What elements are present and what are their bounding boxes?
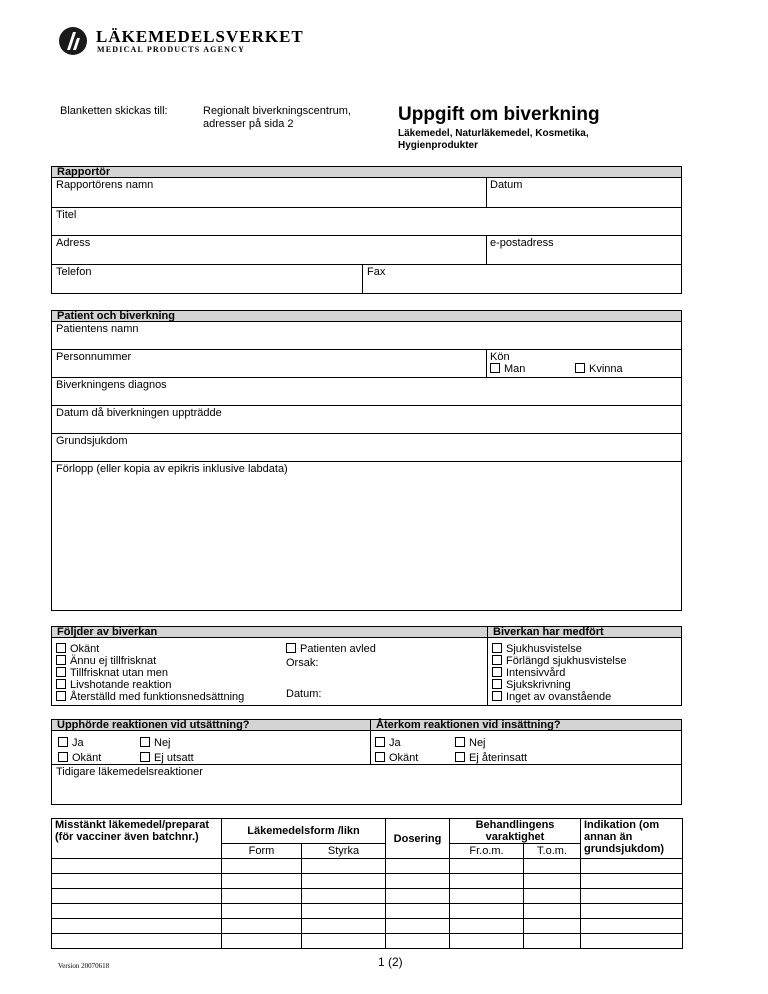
agency-name: LÄKEMEDELSVERKET: [96, 27, 304, 46]
sent-to-label: Blanketten skickas till:: [60, 105, 168, 117]
rechallenge-no-checkbox[interactable]: [455, 737, 465, 747]
previous-reactions-field[interactable]: Tidigare läkemedelsreaktioner: [56, 766, 203, 778]
page-number: 1 (2): [378, 955, 403, 969]
course-row: [52, 462, 681, 610]
occurred-date-row: [52, 406, 681, 434]
reporter-fax-field[interactable]: Fax: [367, 266, 386, 278]
occurred-date-field[interactable]: Datum då biverkningen uppträdde: [56, 407, 222, 419]
consequence-recovered[interactable]: Tillfrisknat utan men: [56, 667, 168, 679]
strength-subheader: Styrka: [302, 844, 386, 859]
reporter-title-row: [52, 208, 681, 236]
rechallenge-header: Återkom reaktionen vid insättning?: [371, 720, 681, 731]
reporter-date-field[interactable]: Datum: [490, 179, 523, 191]
reporter-title-field[interactable]: Titel: [56, 209, 77, 221]
consequence-not-recovered[interactable]: Ännu ej tillfrisknat: [56, 655, 156, 667]
consequence-unknown[interactable]: Okänt: [56, 643, 99, 655]
reporter-address-field[interactable]: Adress: [56, 237, 91, 249]
gender-female-option[interactable]: Kvinna: [575, 363, 623, 375]
patient-section: [51, 310, 682, 611]
consequence-recovered-with-impairment[interactable]: Återställd med funktionsnedsättning: [56, 691, 244, 703]
resulted-header: Biverkan har medfört: [488, 627, 681, 638]
table-row[interactable]: [52, 904, 683, 919]
diagnosis-field[interactable]: Biverkningens diagnos: [56, 379, 167, 391]
gender-male-checkbox[interactable]: [490, 363, 500, 373]
diagnosis-row: [52, 378, 681, 406]
table-row[interactable]: [52, 859, 683, 874]
resulted-sick-leave-checkbox[interactable]: [492, 679, 502, 689]
reporter-name-field[interactable]: Rapportörens namn: [56, 179, 154, 191]
rechallenge-unknown[interactable]: Okänt: [375, 752, 418, 764]
dechallenge-unknown[interactable]: Okänt: [58, 752, 101, 764]
course-field[interactable]: Förlopp (eller kopia av epikris inklusive labdata): [56, 463, 288, 475]
gender-label: Kön: [490, 351, 510, 363]
resulted-hospitalization[interactable]: Sjukhusvistelse: [492, 643, 582, 655]
form-subheader: Form: [222, 844, 302, 859]
consequence-unknown-checkbox[interactable]: [56, 643, 66, 653]
dosage-form-header: Läkemedelsform /likn: [222, 819, 386, 844]
suspected-drug-header: Misstänkt läkemedel/preparat (för vacciner även batchnr.): [52, 819, 222, 859]
dechallenge-no[interactable]: Nej: [140, 737, 171, 749]
consequence-death[interactable]: Patienten avled: [286, 643, 376, 655]
challenge-section: [51, 719, 682, 805]
patient-header: Patient och biverkning: [52, 311, 681, 322]
indication-header: Indikation (om annan än grundsjukdom): [581, 819, 683, 859]
table-row[interactable]: [52, 889, 683, 904]
resulted-none[interactable]: Inget av ovanstående: [492, 691, 611, 703]
resulted-intensive-care-checkbox[interactable]: [492, 667, 502, 677]
death-date-field[interactable]: Datum:: [286, 688, 322, 700]
consequence-recovered-checkbox[interactable]: [56, 667, 66, 677]
dechallenge-header: Upphörde reaktionen vid utsättning?: [52, 720, 370, 731]
reporter-name-row: [52, 178, 681, 208]
reporter-section: [51, 166, 682, 294]
medication-table: [51, 818, 683, 949]
rechallenge-unknown-checkbox[interactable]: [375, 752, 385, 762]
reporter-address-row: [52, 236, 681, 265]
reporter-phone-row: [52, 265, 681, 293]
table-row[interactable]: [52, 934, 683, 949]
dechallenge-not-withdrawn[interactable]: Ej utsatt: [140, 752, 194, 764]
dechallenge-yes[interactable]: Ja: [58, 737, 84, 749]
form-subtitle: Läkemedel, Naturläkemedel, Kosmetika, Hygienprodukter: [398, 128, 589, 151]
consequence-life-threatening-checkbox[interactable]: [56, 679, 66, 689]
resulted-prolonged-hospitalization[interactable]: Förlängd sjukhusvistelse: [492, 655, 626, 667]
reporter-header: Rapportör: [52, 167, 681, 178]
rechallenge-not-reintroduced-checkbox[interactable]: [455, 752, 465, 762]
consequence-impairment-checkbox[interactable]: [56, 691, 66, 701]
underlying-disease-row: [52, 434, 681, 462]
rechallenge-not-reintroduced[interactable]: Ej återinsatt: [455, 752, 527, 764]
consequences-section: [51, 626, 682, 706]
patient-id-row: [52, 350, 681, 378]
dechallenge-yes-checkbox[interactable]: [58, 737, 68, 747]
sent-to-address: Regionalt biverkningscentrum, adresser på sida 2: [203, 105, 351, 130]
table-row[interactable]: [52, 874, 683, 889]
dechallenge-not-withdrawn-checkbox[interactable]: [140, 752, 150, 762]
consequence-life-threatening[interactable]: Livshotande reaktion: [56, 679, 172, 691]
rechallenge-yes-checkbox[interactable]: [375, 737, 385, 747]
dechallenge-unknown-checkbox[interactable]: [58, 752, 68, 762]
dechallenge-no-checkbox[interactable]: [140, 737, 150, 747]
consequence-death-checkbox[interactable]: [286, 643, 296, 653]
underlying-disease-field[interactable]: Grundsjukdom: [56, 435, 128, 447]
personal-number-field[interactable]: Personnummer: [56, 351, 132, 363]
gender-female-checkbox[interactable]: [575, 363, 585, 373]
previous-reactions-row: [52, 764, 681, 804]
form-title: Uppgift om biverkning: [398, 104, 600, 125]
consequences-header: Följder av biverkan: [52, 627, 487, 638]
resulted-sick-leave[interactable]: Sjukskrivning: [492, 679, 571, 691]
agency-subtitle: MEDICAL PRODUCTS AGENCY: [97, 45, 246, 54]
patient-name-row: [52, 322, 681, 350]
table-header-row: [52, 819, 683, 844]
resulted-none-checkbox[interactable]: [492, 691, 502, 701]
agency-logo-icon: [58, 26, 88, 56]
patient-name-field[interactable]: Patientens namn: [56, 323, 139, 335]
resulted-intensive-care[interactable]: Intensivvård: [492, 667, 565, 679]
version-label: Version 20070618: [58, 962, 110, 970]
resulted-hospitalization-checkbox[interactable]: [492, 643, 502, 653]
rechallenge-no[interactable]: Nej: [455, 737, 486, 749]
consequence-not-recovered-checkbox[interactable]: [56, 655, 66, 665]
reporter-email-field[interactable]: e-postadress: [490, 237, 554, 249]
from-subheader: Fr.o.m.: [450, 844, 524, 859]
to-subheader: T.o.m.: [524, 844, 581, 859]
rechallenge-yes[interactable]: Ja: [375, 737, 401, 749]
duration-header: Behandlingens varaktighet: [450, 819, 581, 844]
table-row[interactable]: [52, 919, 683, 934]
gender-male-option[interactable]: Man: [490, 363, 525, 375]
death-cause-field[interactable]: Orsak:: [286, 657, 319, 669]
dosage-header: Dosering: [386, 819, 450, 859]
reporter-phone-field[interactable]: Telefon: [56, 266, 92, 278]
resulted-prolonged-checkbox[interactable]: [492, 655, 502, 665]
